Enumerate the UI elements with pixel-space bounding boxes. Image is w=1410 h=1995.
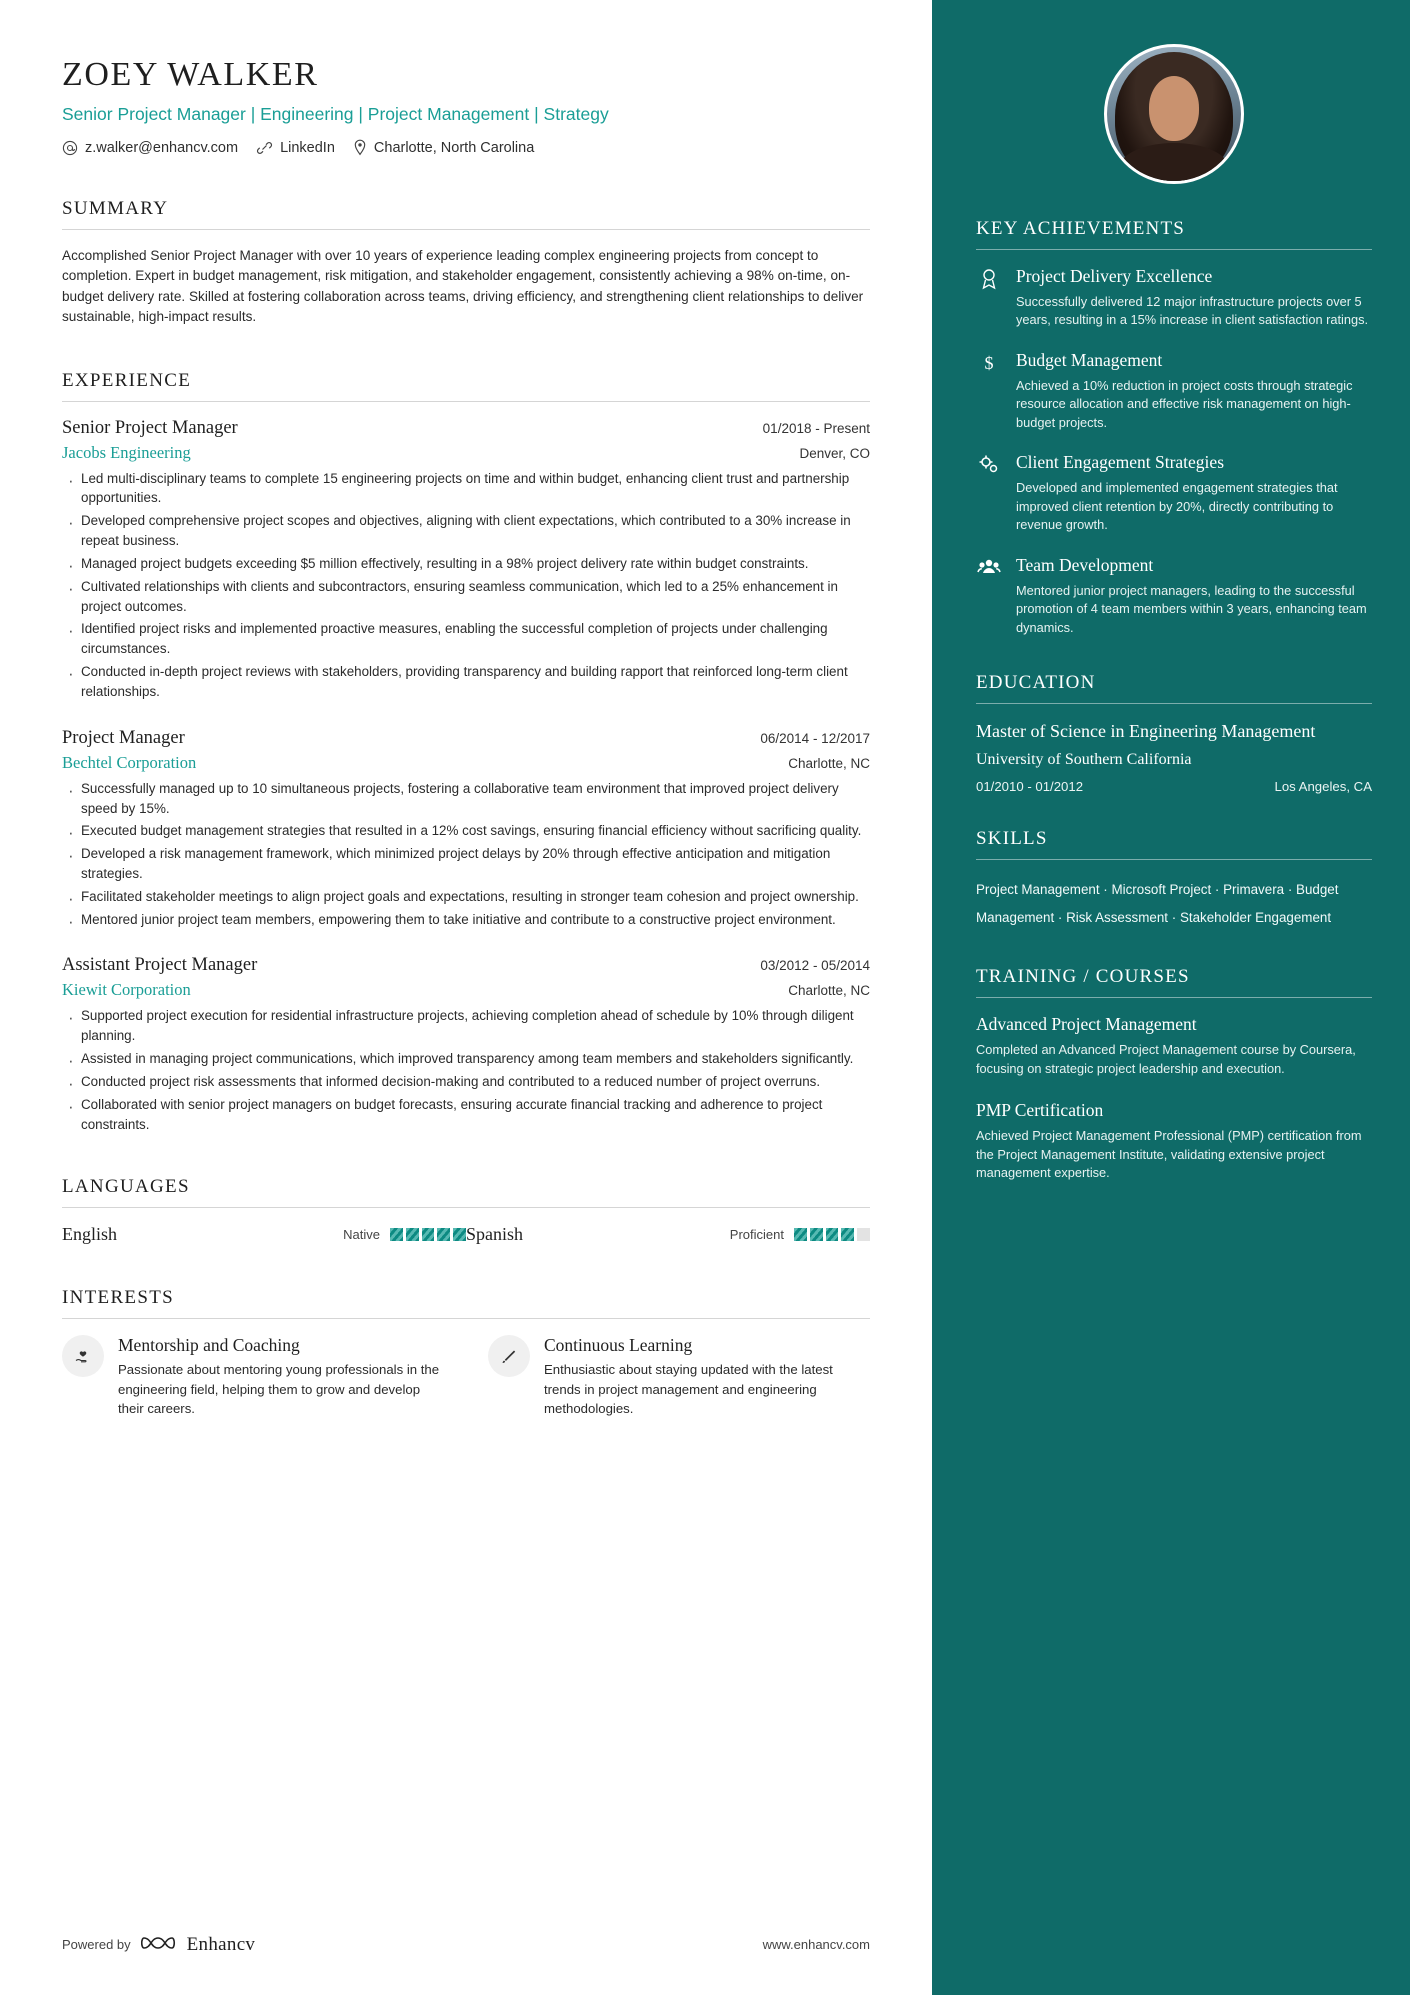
- education-location: Los Angeles, CA: [1274, 778, 1372, 794]
- interest-desc: Enthusiastic about staying updated with the latest trends in project management and engineering methodologies.: [544, 1362, 833, 1416]
- summary-heading: SUMMARY: [62, 198, 870, 230]
- course-item: [976, 1100, 1372, 1183]
- job-bullets: [62, 469, 870, 702]
- hand-heart-icon: [62, 1335, 104, 1377]
- list-item: · Collaborated with senior project managers on budget forecasts, ensuring accurate financial tracking and adherence to project constraints.: [62, 1095, 870, 1135]
- achievement-item: [976, 350, 1372, 433]
- achievement-desc: Achieved a 10% reduction in project costs through strategic resource allocation and effective risk management on high-budget projects.: [1016, 377, 1353, 430]
- achievement-item: [976, 266, 1372, 330]
- achievement-title: Budget Management: [1016, 349, 1163, 370]
- job-company: Kiewit Corporation: [62, 980, 191, 1000]
- job-location: Denver, CO: [799, 445, 870, 461]
- interest-item: [488, 1335, 870, 1418]
- experience-entry: [62, 728, 870, 930]
- footer-website[interactable]: www.enhancv.com: [762, 1937, 870, 1952]
- job-title: Senior Project Manager: [62, 417, 238, 438]
- interests-grid: [62, 1335, 870, 1418]
- list-item: · Cultivated relationships with clients and subcontractors, ensuring seamless communication, which led to a 25% enhancement in project outcomes.: [62, 577, 870, 617]
- experience-entry: [62, 418, 870, 702]
- job-bullets: [62, 779, 870, 930]
- list-item: · Supported project execution for residential infrastructure projects, achieving completion ahead of schedule by 10% through diligent planning.: [62, 1006, 870, 1046]
- list-item: · Assisted in managing project communications, which improved transparency among team members and stakeholders significantly.: [62, 1049, 870, 1069]
- contact-row: [62, 139, 870, 156]
- skills-section: [976, 828, 1372, 932]
- education-dates: 01/2010 - 01/2012: [976, 778, 1084, 794]
- job-location: Charlotte, NC: [788, 983, 870, 999]
- interest-title: Mentorship and Coaching: [118, 1335, 300, 1356]
- list-item: · Developed comprehensive project scopes and objectives, aligning with client expectations, which contributed to a 30% increase in repeat business.: [62, 511, 870, 551]
- linkedin-text: LinkedIn: [280, 139, 335, 156]
- brand-name: Enhancv: [186, 1933, 256, 1955]
- job-company: Bechtel Corporation: [62, 752, 197, 772]
- education-meta: [976, 779, 1372, 794]
- summary-text: Accomplished Senior Project Manager with over 10 years of experience leading complex engineering projects from concept to completion. Expert in budget management, risk mitigation, and stakeholder engagement, consistently achieving a 98% on-time, on-budget delivery rate. Skilled at fostering collaboration across teams, driving efficiency, and strengthening client relationships to deliver sustainable, high-impact results.: [62, 248, 864, 325]
- job-bullets: [62, 1006, 870, 1134]
- experience-section: [62, 370, 870, 1135]
- page-title: ZOEY WALKER: [62, 56, 319, 93]
- list-item: · Led multi-disciplinary teams to complete 15 engineering projects on time and within budget, enhancing client trust and partnership opportunities.: [62, 469, 870, 509]
- achievement-item: [976, 452, 1372, 535]
- interest-desc: Passionate about mentoring young professionals in the engineering field, helping them to grow and develop their careers.: [118, 1362, 440, 1416]
- achievements-section: [976, 218, 1372, 638]
- svg-text:$: $: [984, 352, 994, 373]
- sidebar: [932, 0, 1410, 1995]
- summary-section: [62, 198, 870, 328]
- list-item: · Executed budget management strategies that resulted in a 12% cost savings, ensuring financial efficiency without sacrificing quality.: [62, 821, 870, 841]
- languages-heading: LANGUAGES: [62, 1176, 870, 1208]
- enhancv-logo-icon: [141, 1932, 177, 1957]
- achievement-desc: Mentored junior project managers, leading to the successful promotion of 4 team members within 3 years, enhancing team dynamics.: [1016, 582, 1367, 635]
- interest-item: [62, 1335, 444, 1418]
- education-section: [976, 672, 1372, 794]
- ruler-pencil-icon: [488, 1335, 530, 1377]
- skill-item: Microsoft Project ·: [1111, 882, 1223, 897]
- language-proficiency-bars: [794, 1228, 870, 1241]
- dollar-icon: [976, 350, 1002, 433]
- achievement-desc: Developed and implemented engagement strategies that improved client retention by 20%, directly contributing to revenue growth.: [1016, 480, 1338, 533]
- language-item: [466, 1224, 870, 1245]
- list-item: · Facilitated stakeholder meetings to align project goals and expectations, resulting in stronger team cohesion and project ownership.: [62, 887, 870, 907]
- interests-section: [62, 1287, 870, 1418]
- contact-location: [353, 139, 534, 156]
- skills-heading: SKILLS: [976, 828, 1372, 860]
- list-item: · Identified project risks and implemented proactive measures, enabling the successful completion of projects under challenging circumstances.: [62, 619, 870, 659]
- course-desc: Achieved Project Management Professional (PMP) certification from the Project Management Institute, validating extensive project management expertise.: [976, 1128, 1362, 1181]
- email-text: z.walker@enhancv.com: [85, 139, 239, 156]
- achievement-item: [976, 555, 1372, 638]
- contact-email[interactable]: [62, 140, 238, 156]
- skill-item: Primavera ·: [1223, 882, 1296, 897]
- language-proficiency-bars: [390, 1228, 466, 1241]
- avatar: [1104, 44, 1244, 184]
- professional-headline: Senior Project Manager | Engineering | Project Management | Strategy: [62, 104, 609, 124]
- education-degree: Master of Science in Engineering Management: [976, 720, 1316, 741]
- achievement-title: Team Development: [1016, 555, 1154, 575]
- skill-item: Project Management ·: [976, 882, 1111, 897]
- at-icon: [62, 140, 78, 156]
- language-item: [62, 1224, 466, 1245]
- list-item: · Conducted project risk assessments that informed decision-making and contributed to a reduced number of project overruns.: [62, 1072, 870, 1092]
- achievements-heading: KEY ACHIEVEMENTS: [976, 218, 1372, 250]
- job-location: Charlotte, NC: [788, 755, 870, 771]
- list-item: · Mentored junior project team members, empowering them to take initiative and contribute to a constructive project environment.: [62, 910, 870, 930]
- map-pin-icon: [353, 139, 367, 156]
- powered-by-label: Powered by: [62, 1937, 131, 1952]
- gears-icon: [976, 452, 1002, 535]
- achievement-title: Project Delivery Excellence: [1016, 266, 1213, 286]
- list-item: · Successfully managed up to 10 simultaneous projects, fostering a collaborative team environment that improved project delivery speed by 15%.: [62, 779, 870, 819]
- link-icon: [256, 140, 273, 156]
- job-dates: 03/2012 - 05/2014: [760, 958, 870, 974]
- training-section: [976, 966, 1372, 1183]
- experience-entry: [62, 955, 870, 1134]
- course-desc: Completed an Advanced Project Management course by Coursera, focusing on strategic project leadership and execution.: [976, 1042, 1356, 1076]
- job-dates: 01/2018 - Present: [762, 420, 870, 436]
- language-level: Proficient: [729, 1227, 784, 1243]
- training-heading: TRAINING / COURSES: [976, 966, 1372, 998]
- skill-item: Stakeholder Engagement: [1179, 910, 1332, 926]
- skill-item: Risk Assessment ·: [1066, 910, 1180, 925]
- list-item: · Conducted in-depth project reviews with stakeholders, providing transparency and building rapport that reinforced long-term client relationships.: [62, 662, 870, 702]
- education-school: University of Southern California: [976, 750, 1192, 768]
- language-name: English: [62, 1224, 118, 1245]
- achievement-title: Client Engagement Strategies: [1016, 452, 1225, 473]
- avatar-wrap: [976, 44, 1372, 184]
- languages-section: [62, 1176, 870, 1245]
- job-title: Assistant Project Manager: [62, 955, 258, 976]
- award-icon: [976, 266, 1002, 330]
- skills-list: [976, 876, 1372, 932]
- job-dates: 06/2014 - 12/2017: [760, 730, 870, 746]
- experience-heading: EXPERIENCE: [62, 370, 870, 402]
- job-company: Jacobs Engineering: [62, 442, 191, 462]
- language-level: Native: [343, 1227, 380, 1243]
- course-title: PMP Certification: [976, 1100, 1104, 1121]
- footer: [62, 1932, 870, 1957]
- language-name: Spanish: [466, 1224, 524, 1245]
- team-icon: [976, 555, 1002, 638]
- list-item: · Developed a risk management framework, which minimized project delays by 20% through effective anticipation and mitigation strategies.: [62, 844, 870, 884]
- interests-heading: INTERESTS: [62, 1287, 870, 1319]
- skill-item: Budget Management ·: [976, 882, 1338, 925]
- languages-row: [62, 1224, 870, 1245]
- interest-title: Continuous Learning: [544, 1335, 693, 1356]
- course-item: [976, 1014, 1372, 1078]
- course-title: Advanced Project Management: [976, 1014, 1197, 1035]
- contact-linkedin[interactable]: [256, 140, 335, 156]
- list-item: · Managed project budgets exceeding $5 million effectively, resulting in a 98% project delivery rate within budget constraints.: [62, 554, 870, 574]
- job-title: Project Manager: [62, 727, 185, 748]
- location-text: Charlotte, North Carolina: [373, 139, 535, 156]
- education-heading: EDUCATION: [976, 672, 1372, 704]
- achievement-desc: Successfully delivered 12 major infrastructure projects over 5 years, resulting in a 15% increase in client satisfaction ratings.: [1016, 293, 1369, 328]
- powered-by-block: [62, 1932, 255, 1957]
